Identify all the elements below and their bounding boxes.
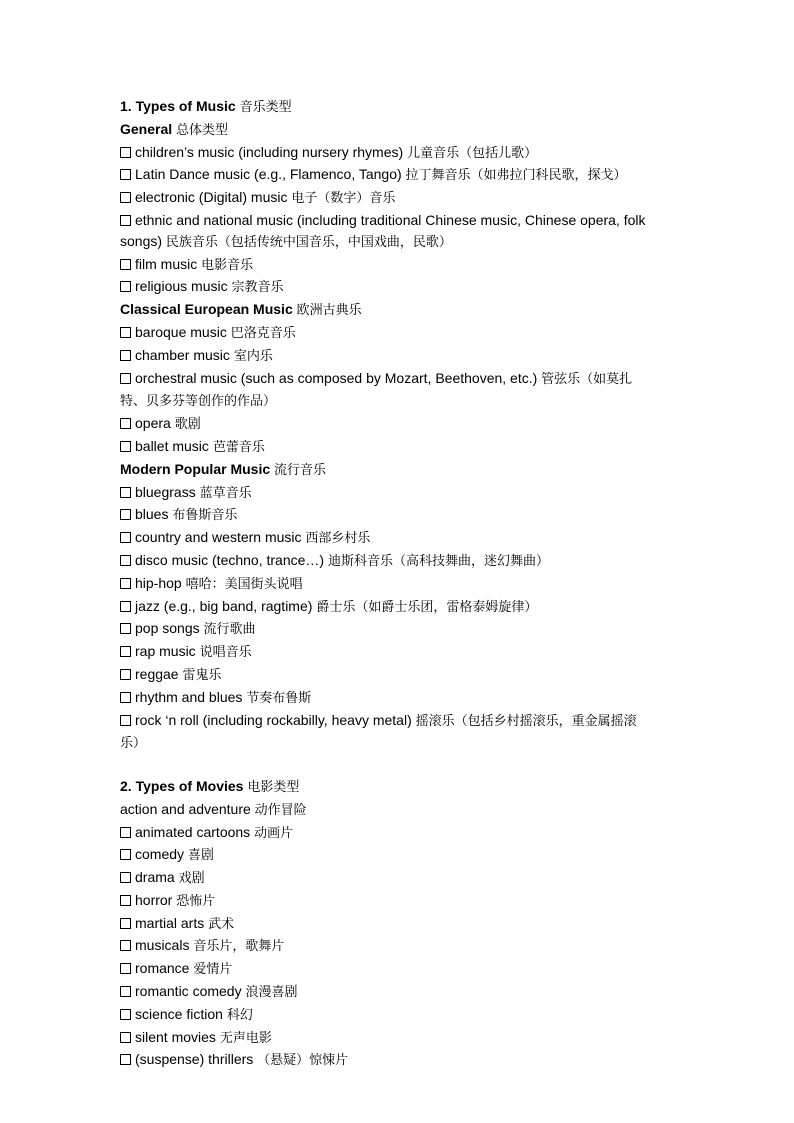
music-item-rap bbox=[120, 641, 650, 664]
general-subheading bbox=[120, 119, 650, 142]
music-item-reggae bbox=[120, 664, 650, 687]
checkbox[interactable] bbox=[120, 940, 131, 951]
item-zh: 科幻 bbox=[226, 1007, 253, 1023]
item-en: disco music (techno, trance…) bbox=[135, 551, 325, 568]
item-zh: 西部乡村乐 bbox=[305, 531, 371, 547]
item-zh: 芭蕾音乐 bbox=[212, 439, 265, 455]
checkbox[interactable] bbox=[120, 715, 131, 726]
item-zh: 爵士乐（如爵士乐团，雷格泰姆旋律） bbox=[316, 599, 538, 615]
item-en: opera bbox=[135, 415, 171, 432]
movies-heading bbox=[120, 776, 650, 799]
item-en: hip-hop bbox=[135, 574, 182, 591]
movie-item-animated bbox=[120, 822, 650, 845]
item-en: ballet music bbox=[135, 437, 209, 454]
checkbox[interactable] bbox=[120, 259, 131, 270]
item-en: Latin Dance music (e.g., Flamenco, Tango) bbox=[135, 166, 402, 183]
section-gap bbox=[120, 755, 650, 776]
checkbox[interactable] bbox=[120, 669, 131, 680]
movie-item-horror bbox=[120, 890, 650, 913]
checkbox[interactable] bbox=[120, 418, 131, 429]
music-heading-zh: 音乐类型 bbox=[239, 100, 292, 115]
item-en: film music bbox=[135, 255, 198, 272]
item-zh: 蓝草音乐 bbox=[199, 485, 252, 501]
item-zh: 儿童音乐（包括儿歌） bbox=[407, 145, 538, 161]
music-item-blues bbox=[120, 504, 650, 527]
music-item-childrens bbox=[120, 142, 650, 165]
item-zh: 室内乐 bbox=[233, 348, 273, 364]
item-en: romance bbox=[135, 960, 190, 977]
item-zh: 嘻哈：美国街头说唱 bbox=[185, 576, 303, 592]
item-en: ethnic and national music (including traditional Chinese music, Chinese opera, folk songs) bbox=[120, 211, 646, 249]
item-zh: 喜剧 bbox=[187, 848, 214, 864]
item-zh: 动作冒险 bbox=[254, 802, 307, 818]
music-item-ballet bbox=[120, 436, 650, 459]
music-item-bluegrass bbox=[120, 482, 650, 505]
item-en: martial arts bbox=[135, 914, 205, 931]
music-heading-en: 1. Types of Music bbox=[120, 98, 236, 114]
classical-subheading bbox=[120, 299, 650, 322]
item-en: silent movies bbox=[135, 1028, 216, 1045]
music-item-rock bbox=[120, 710, 650, 756]
item-en: rhythm and blues bbox=[135, 688, 243, 705]
item-zh: 音乐片，歌舞片 bbox=[193, 939, 285, 955]
item-zh: 布鲁斯音乐 bbox=[172, 508, 238, 524]
item-zh: 电子（数字）音乐 bbox=[291, 191, 396, 207]
checkbox[interactable] bbox=[120, 373, 131, 384]
general-title: General bbox=[120, 120, 173, 137]
item-en: musicals bbox=[135, 937, 190, 954]
music-item-electronic bbox=[120, 187, 650, 210]
music-item-country bbox=[120, 527, 650, 550]
item-en: religious music bbox=[135, 278, 228, 295]
checkbox[interactable] bbox=[120, 623, 131, 634]
music-item-latin-dance bbox=[120, 164, 650, 187]
item-zh: 歌剧 bbox=[174, 417, 201, 433]
item-en: country and western music bbox=[135, 529, 302, 546]
item-en: (suspense) thrillers bbox=[135, 1051, 254, 1068]
music-item-disco bbox=[120, 550, 650, 573]
music-item-jazz bbox=[120, 596, 650, 619]
modern-title-zh: 流行音乐 bbox=[274, 462, 327, 478]
item-zh: 浪漫喜剧 bbox=[245, 985, 298, 1001]
checkbox[interactable] bbox=[120, 918, 131, 929]
movie-item-romantic-comedy bbox=[120, 981, 650, 1004]
modern-title: Modern Popular Music bbox=[120, 460, 271, 477]
item-zh: 宗教音乐 bbox=[231, 280, 284, 296]
checkbox[interactable] bbox=[120, 532, 131, 543]
movie-item-science-fiction bbox=[120, 1004, 650, 1027]
checkbox[interactable] bbox=[120, 350, 131, 361]
item-zh: 摇滚乐（包括乡村摇滚乐，重金属摇滚乐） bbox=[120, 713, 637, 752]
movie-item-comedy bbox=[120, 844, 650, 867]
item-en: romantic comedy bbox=[135, 983, 242, 1000]
item-zh: 雷鬼乐 bbox=[182, 667, 222, 683]
music-heading bbox=[120, 96, 650, 119]
movie-item-thrillers bbox=[120, 1049, 650, 1072]
item-en: baroque music bbox=[135, 323, 227, 340]
item-en: action and adventure bbox=[120, 800, 251, 817]
item-zh: 节奏布鲁斯 bbox=[246, 690, 312, 706]
item-zh: 迪斯科音乐（高科技舞曲，迷幻舞曲） bbox=[327, 553, 549, 569]
item-en: children’s music (including nursery rhymes) bbox=[135, 143, 404, 160]
checkbox[interactable] bbox=[120, 192, 131, 203]
item-en: reggae bbox=[135, 665, 179, 682]
checkbox[interactable] bbox=[120, 895, 131, 906]
checkbox[interactable] bbox=[120, 646, 131, 657]
item-en: pop songs bbox=[135, 620, 200, 637]
checkbox[interactable] bbox=[120, 692, 131, 703]
item-zh: 巴洛克音乐 bbox=[230, 325, 296, 341]
item-zh: 爱情片 bbox=[193, 962, 233, 978]
item-zh: 戏剧 bbox=[178, 871, 205, 887]
item-en: rock ‘n roll (including rockabilly, heavy metal) bbox=[135, 711, 412, 728]
checkbox[interactable] bbox=[120, 986, 131, 997]
music-item-rnb bbox=[120, 687, 650, 710]
music-item-ethnic bbox=[120, 210, 650, 254]
checkbox[interactable] bbox=[120, 601, 131, 612]
movie-item-martial-arts bbox=[120, 913, 650, 936]
item-en: bluegrass bbox=[135, 483, 196, 500]
checkbox[interactable] bbox=[120, 1054, 131, 1065]
checkbox[interactable] bbox=[120, 1032, 131, 1043]
item-zh: 民族音乐（包括传统中国音乐，中国戏曲，民歌） bbox=[165, 234, 452, 250]
checkbox[interactable] bbox=[120, 578, 131, 589]
document-page bbox=[120, 96, 650, 1072]
checkbox[interactable] bbox=[120, 215, 131, 226]
music-item-baroque bbox=[120, 322, 650, 345]
item-en: science fiction bbox=[135, 1005, 223, 1022]
classical-title-zh: 欧洲古典乐 bbox=[296, 303, 362, 319]
item-zh: 武术 bbox=[208, 916, 235, 932]
movies-heading-zh: 电影类型 bbox=[247, 779, 300, 795]
item-zh: 电影音乐 bbox=[201, 257, 254, 273]
checkbox[interactable] bbox=[120, 849, 131, 860]
item-en: animated cartoons bbox=[135, 823, 251, 840]
movie-item-drama bbox=[120, 867, 650, 890]
music-item-chamber bbox=[120, 345, 650, 368]
checkbox[interactable] bbox=[120, 963, 131, 974]
item-en: horror bbox=[135, 891, 173, 908]
item-zh: （悬疑）惊悚片 bbox=[257, 1053, 349, 1069]
item-zh: 动画片 bbox=[254, 825, 294, 841]
general-title-zh: 总体类型 bbox=[176, 122, 229, 138]
music-item-orchestral bbox=[120, 368, 650, 414]
item-zh: 无声电影 bbox=[219, 1030, 272, 1046]
item-en: rap music bbox=[135, 643, 196, 660]
item-zh: 流行歌曲 bbox=[203, 622, 256, 638]
music-item-pop bbox=[120, 618, 650, 641]
movie-item-romance bbox=[120, 958, 650, 981]
item-en: electronic (Digital) music bbox=[135, 189, 288, 206]
checkbox[interactable] bbox=[120, 509, 131, 520]
item-zh: 管弦乐（如莫扎特、贝多芬等创作的作品） bbox=[120, 371, 633, 410]
movie-item-musicals bbox=[120, 935, 650, 958]
modern-subheading bbox=[120, 459, 650, 482]
checkbox[interactable] bbox=[120, 487, 131, 498]
item-zh: 说唱音乐 bbox=[199, 645, 252, 661]
item-en: chamber music bbox=[135, 346, 230, 363]
movie-item-silent bbox=[120, 1027, 650, 1050]
checkbox[interactable] bbox=[120, 169, 131, 180]
music-item-hiphop bbox=[120, 573, 650, 596]
checkbox[interactable] bbox=[120, 441, 131, 452]
item-zh: 拉丁舞音乐（如弗拉门科民歌，探戈） bbox=[405, 168, 627, 184]
movies-heading-en: 2. Types of Movies bbox=[120, 777, 244, 794]
item-en: blues bbox=[135, 506, 169, 523]
checkbox[interactable] bbox=[120, 281, 131, 292]
checkbox[interactable] bbox=[120, 555, 131, 566]
item-en: comedy bbox=[135, 846, 185, 863]
movies-intro bbox=[120, 799, 650, 822]
checkbox[interactable] bbox=[120, 827, 131, 838]
classical-title: Classical European Music bbox=[120, 301, 293, 318]
music-item-opera bbox=[120, 413, 650, 436]
item-en: drama bbox=[135, 869, 175, 886]
checkbox[interactable] bbox=[120, 1009, 131, 1020]
checkbox[interactable] bbox=[120, 872, 131, 883]
checkbox[interactable] bbox=[120, 327, 131, 338]
music-item-film bbox=[120, 254, 650, 277]
item-zh: 恐怖片 bbox=[176, 893, 216, 909]
music-item-religious bbox=[120, 276, 650, 299]
item-en: orchestral music (such as composed by Mozart, Beethoven, etc.) bbox=[135, 369, 538, 386]
item-en: jazz (e.g., big band, ragtime) bbox=[135, 597, 313, 614]
checkbox[interactable] bbox=[120, 147, 131, 158]
